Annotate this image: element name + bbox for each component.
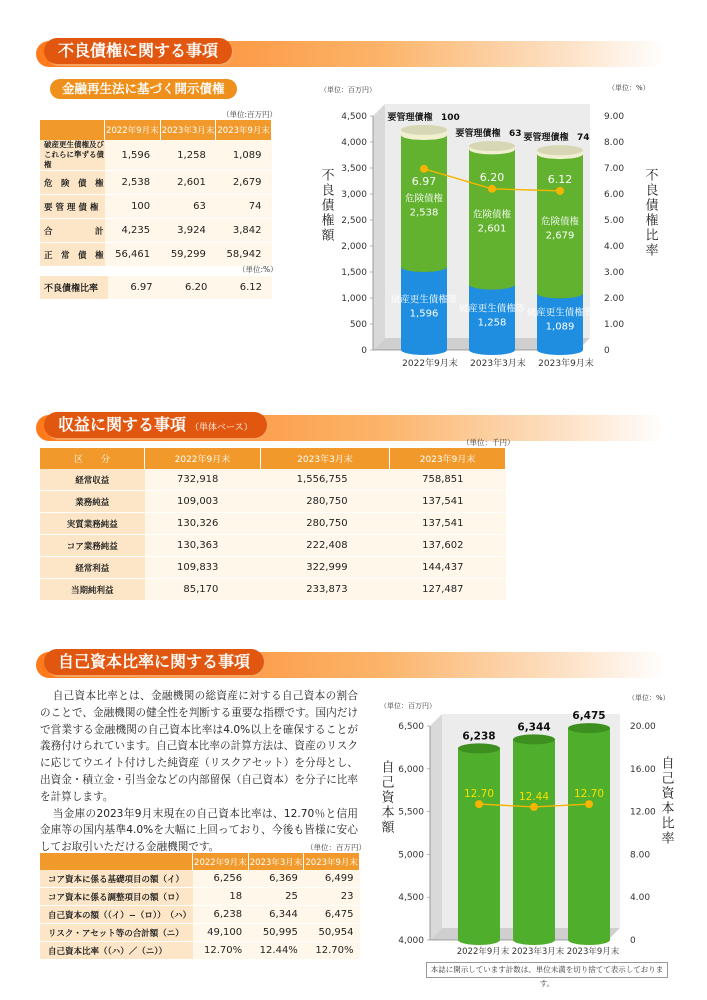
section-title-capital: 自己資本比率に関する事項 [44, 649, 264, 675]
npl-chart [318, 78, 678, 368]
chart2-bar [458, 748, 500, 940]
chart2-bar-bottom [568, 935, 610, 945]
capital-col-header: 2023年3月末 [248, 853, 304, 870]
chart1-x-label: 2022年9月末 [402, 359, 458, 368]
chart1-special-value: 63 [509, 129, 522, 140]
row-label: 当期純利益 [40, 579, 145, 601]
chart1-ratio-point [420, 165, 428, 173]
row-value: 18 [193, 888, 249, 906]
chart1-y2-tick-label: 7.00 [604, 164, 625, 174]
row-value: 2,679 [216, 171, 272, 195]
chart2-y-tick-label: 5,500 [398, 807, 424, 818]
row-value: 3,842 [216, 219, 272, 243]
income-table-row [40, 469, 506, 491]
row-label: 業務純益 [40, 491, 145, 513]
row-value: 23 [304, 888, 360, 906]
chart2-ylabel: 自己資本額 [378, 760, 394, 835]
chart1-data-label: 2,601 [477, 223, 507, 235]
capital-col-header: 2023年9月末 [304, 853, 360, 870]
footnote: 本誌に開示しています計数は、単位未満を切り捨てて表示しております。 [426, 962, 668, 978]
chart1-left-unit: （単位：百万円） [320, 86, 376, 94]
capital-table [40, 853, 360, 960]
chart1-data-label: 1,258 [477, 317, 507, 329]
ratio-label: 不良債権比率 [40, 276, 108, 300]
income-table-unit: （単位：千円） [462, 438, 515, 447]
row-value: 322,999 [260, 557, 389, 579]
chart2-ratio-label: 12.70 [573, 788, 605, 801]
row-value: 280,750 [260, 491, 389, 513]
chart2-bar-bottom [513, 935, 555, 945]
chart1-special-value: 100 [441, 112, 460, 123]
npl-table-row [40, 243, 272, 267]
capital-table-row [40, 906, 360, 924]
chart1-y2-tick-label: 4.00 [604, 242, 625, 252]
row-label: 自己資本の額（（イ）−（ロ）） （ハ） [40, 906, 193, 924]
chart1-ratio-label: 6.12 [547, 172, 573, 186]
npl-table [40, 120, 272, 267]
chart2-y-tick-label: 6,500 [398, 722, 424, 732]
row-label: 要 管 理 債 権 [40, 195, 105, 219]
row-value: 12.70% [304, 942, 360, 960]
chart1-data-label: 1,596 [409, 308, 439, 320]
chart1-series-label: 破産更生債権等 [390, 294, 458, 306]
row-value: 6,256 [193, 870, 249, 888]
row-value: 130,326 [145, 513, 261, 535]
row-value: 109,003 [145, 491, 261, 513]
chart2-ratio-point [475, 800, 483, 808]
row-value: 130,363 [145, 535, 261, 557]
chart2-ratio-label: 12.44 [518, 790, 550, 803]
row-label: 自己資本比率（（ハ）／（ニ）） [40, 942, 193, 960]
capital-table-row [40, 870, 360, 888]
row-label: コア資本に係る調整項目の額（ロ） [40, 888, 193, 906]
chart2-y-tick-label: 6,000 [398, 764, 424, 775]
row-value: 6,369 [248, 870, 304, 888]
row-value: 50,954 [304, 924, 360, 942]
chart2-y-tick-label: 4,500 [398, 893, 424, 904]
capital-table-row [40, 942, 360, 960]
row-label: 破産更生債権及び これらに準ずる債権 [40, 140, 105, 171]
chart1-right-unit: （単位：%） [608, 84, 650, 92]
chart1-y2-tick-label: 5.00 [604, 216, 625, 226]
chart2-y2-tick-label: 0 [630, 936, 636, 946]
chart1-top-label [387, 111, 459, 123]
row-label: 合 計 [40, 219, 105, 243]
chart1-special-value: 74 [577, 133, 590, 144]
chart1-bar-special-top [401, 125, 447, 135]
capital-paragraph-2: 当金庫の2023年9月末現在の自己資本比率は、12.70％と信用金庫等の国内基準4.0%を大幅に上回っており、今後も皆様に安心してお取引いただける金融機関です。 [40, 807, 358, 854]
chart1-ratio-label: 6.20 [479, 170, 505, 184]
row-value: 59,299 [160, 243, 216, 267]
chart1-y2label: 不良債権比率 [642, 168, 658, 258]
row-value: 63 [160, 195, 216, 219]
row-label: 正 常 債 権 [40, 243, 105, 267]
capital-paragraph-1: 自己資本比率とは、金融機関の総資産に対する自己資本の割合のことで、金融機関の健全性を判断する重要な指標です。国内だけで営業する金融機関の自己資本比率は4.0%以上を確保することが義務付けられています。自己資本比率の計算方法は、資産のリスクに応じてウエイト付けした純資産（リスクアセット）を分母とし、出資金・積立金・引当金などの内部留保（自己資本）を分子に比率を計算します。 [40, 690, 358, 803]
row-value: 12.44% [248, 942, 304, 960]
chart2-y2-tick-label: 12.00 [630, 807, 656, 818]
chart1-y2-tick-label: 8.00 [604, 138, 625, 148]
npl-col-header: 2022年9月末 [105, 120, 161, 140]
chart1-y2-tick-label: 0 [604, 346, 610, 356]
row-value: 1,258 [160, 140, 216, 171]
row-value: 100 [105, 195, 161, 219]
chart1-y-tick-label: 2,000 [341, 242, 367, 252]
row-label: 経常収益 [40, 469, 145, 491]
income-col-header: 2022年9月末 [145, 448, 261, 469]
chart2-bar-top [458, 743, 500, 753]
income-table-row [40, 491, 506, 513]
chart1-ratio-point [556, 187, 564, 195]
chart1-y2-tick-label: 3.00 [604, 268, 625, 278]
section-title-npl: 不良債権に関する事項 [44, 38, 232, 64]
chart2-wall-side [430, 714, 442, 940]
ratio-unit: （単位:%） [238, 265, 278, 274]
npl-table-unit: （単位:百万円） [222, 110, 278, 119]
chart1-y-tick-label: 3,000 [341, 190, 367, 200]
row-value: 732,918 [145, 469, 261, 491]
row-value: 4,235 [105, 219, 161, 243]
chart1-top-label [523, 131, 589, 143]
row-value: 1,556,755 [260, 469, 389, 491]
chart2-right-unit: （単位：%） [628, 694, 670, 702]
chart1-x-label: 2023年3月末 [470, 359, 526, 368]
ratio-value: 6.12 [217, 276, 272, 300]
row-value: 1,596 [105, 140, 161, 171]
chart1-y2-tick-label: 6.00 [604, 190, 625, 200]
ratio-value: 6.97 [108, 276, 163, 300]
chart1-ratio-label: 6.97 [411, 174, 437, 188]
chart1-series-label: 危険債権 [404, 193, 444, 205]
chart2-bar [568, 728, 610, 940]
chart2-y2-tick-label: 4.00 [630, 893, 651, 904]
chart1-series-label: 破産更生債権等 [458, 303, 526, 315]
chart2-ratio-point [585, 800, 593, 808]
chart1-bar-doubtful-bottom [401, 262, 447, 272]
chart2-bar-bottom [458, 935, 500, 945]
subsection-title-disclosed: 金融再生法に基づく開示債権 [50, 79, 237, 99]
row-value: 58,942 [216, 243, 272, 267]
capital-description [40, 688, 358, 856]
chart2-data-label: 6,238 [462, 730, 496, 743]
chart1-y2-tick-label: 2.00 [604, 294, 625, 304]
chart1-bar-bankrupt-bottom [469, 345, 515, 355]
chart2-y-tick-label: 4,000 [398, 936, 424, 946]
chart1-y-tick-label: 2,500 [341, 216, 367, 226]
income-table [40, 448, 506, 601]
chart2-ratio-point [530, 803, 538, 811]
row-value: 144,437 [390, 557, 506, 579]
chart1-special-name: 要管理債権 [387, 112, 433, 123]
ratio-value: 6.20 [163, 276, 218, 300]
chart1-bar-doubtful-bottom [469, 280, 515, 290]
capital-col-header: 2022年9月末 [193, 853, 249, 870]
row-value: 12.70% [193, 942, 249, 960]
npl-col-header: 2023年9月末 [216, 120, 272, 140]
income-col-header: 2023年3月末 [260, 448, 389, 469]
chart1-wall-side [373, 104, 385, 350]
npl-table-row [40, 219, 272, 243]
chart1-y-tick-label: 0 [361, 346, 367, 356]
chart1-data-label: 2,538 [409, 207, 439, 219]
chart1-bar-doubtful-bottom [537, 288, 583, 298]
chart2-data-label: 6,344 [517, 721, 551, 734]
income-table-row [40, 513, 506, 535]
chart2-bar [513, 739, 555, 940]
row-label: 実質業務純益 [40, 513, 145, 535]
row-value: 137,541 [390, 491, 506, 513]
chart1-ratio-point [488, 185, 496, 193]
row-value: 233,873 [260, 579, 389, 601]
row-value: 758,851 [390, 469, 506, 491]
section-title-income [44, 412, 267, 438]
npl-table-row [40, 171, 272, 195]
chart1-ylabel: 不良債権額 [318, 168, 334, 243]
row-value: 49,100 [193, 924, 249, 942]
row-value: 2,601 [160, 171, 216, 195]
chart1-top-label [455, 127, 521, 139]
income-header-category: 区 分 [40, 448, 145, 469]
npl-table-row [40, 195, 272, 219]
row-value: 6,344 [248, 906, 304, 924]
row-value: 127,487 [390, 579, 506, 601]
capital-table-row [40, 924, 360, 942]
chart1-bar-special-top [469, 141, 515, 151]
row-value: 6,238 [193, 906, 249, 924]
capital-table-row [40, 888, 360, 906]
chart1-y-tick-label: 3,500 [341, 164, 367, 174]
chart1-y-tick-label: 1,000 [341, 294, 367, 304]
npl-table-row [40, 140, 272, 171]
income-table-row [40, 535, 506, 557]
row-value: 74 [216, 195, 272, 219]
chart1-bar-special-top [537, 145, 583, 155]
chart1-y-tick-label: 1,500 [341, 268, 367, 278]
chart1-special-name: 要管理債権 [523, 133, 569, 144]
chart2-bar-top [568, 723, 610, 733]
chart1-bar-bankrupt-bottom [401, 345, 447, 355]
income-col-header: 2023年9月末 [390, 448, 506, 469]
row-value: 3,924 [160, 219, 216, 243]
chart2-y2-tick-label: 16.00 [630, 764, 656, 775]
row-value: 137,602 [390, 535, 506, 557]
row-value: 1,089 [216, 140, 272, 171]
npl-ratio-table [40, 276, 272, 300]
chart2-x-label: 2023年3月末 [511, 947, 565, 957]
chart1-x-label: 2023年9月末 [538, 359, 594, 368]
chart2-y2label: 自己資本比率 [658, 756, 674, 846]
chart2-left-unit: （単位：百万円） [380, 702, 436, 710]
row-value: 6,475 [304, 906, 360, 924]
row-value: 56,461 [105, 243, 161, 267]
npl-col-header: 2023年3月末 [160, 120, 216, 140]
row-label: コア資本に係る基礎項目の額（イ） [40, 870, 193, 888]
chart1-special-name: 要管理債権 [455, 129, 501, 140]
row-label: コア業務純益 [40, 535, 145, 557]
row-value: 109,833 [145, 557, 261, 579]
income-title-sub: （単体ベース） [190, 423, 253, 433]
chart2-ratio-label: 12.70 [463, 788, 495, 801]
chart2-y2-tick-label: 8.00 [630, 850, 651, 861]
row-value: 25 [248, 888, 304, 906]
capital-chart [376, 690, 676, 960]
chart1-data-label: 1,089 [545, 321, 575, 333]
chart1-series-label: 危険債権 [540, 216, 580, 228]
chart1-bar-bankrupt-bottom [537, 345, 583, 355]
income-title-text: 収益に関する事項 [58, 415, 187, 434]
row-value: 280,750 [260, 513, 389, 535]
row-value: 6,499 [304, 870, 360, 888]
chart2-data-label: 6,475 [572, 710, 606, 723]
row-label: リスク・アセット等の合計額（ニ） [40, 924, 193, 942]
chart1-series-label: 破産更生債権等 [526, 307, 594, 319]
chart2-y-tick-label: 5,000 [398, 850, 424, 861]
chart2-x-label: 2022年9月末 [456, 947, 510, 957]
row-value: 222,408 [260, 535, 389, 557]
capital-table-unit: （単位：百万円） [306, 843, 366, 852]
chart1-series-label: 危険債権 [472, 209, 512, 221]
chart1-y-tick-label: 4,000 [341, 138, 367, 148]
chart1-data-label: 2,679 [545, 230, 575, 242]
chart1-y2-tick-label: 1.00 [604, 320, 625, 330]
row-label: 経常利益 [40, 557, 145, 579]
row-label: 危 険 債 権 [40, 171, 105, 195]
row-value: 2,538 [105, 171, 161, 195]
chart1-y-tick-label: 4,500 [341, 112, 367, 122]
row-value: 85,170 [145, 579, 261, 601]
row-value: 137,541 [390, 513, 506, 535]
chart2-x-label: 2023年9月末 [566, 947, 620, 957]
income-table-row [40, 579, 506, 601]
income-table-row [40, 557, 506, 579]
chart1-y-tick-label: 500 [349, 320, 367, 330]
row-value: 50,995 [248, 924, 304, 942]
chart1-y2-tick-label: 9.00 [604, 112, 625, 122]
chart2-bar-top [513, 734, 555, 744]
chart2-y2-tick-label: 20.00 [630, 722, 656, 732]
